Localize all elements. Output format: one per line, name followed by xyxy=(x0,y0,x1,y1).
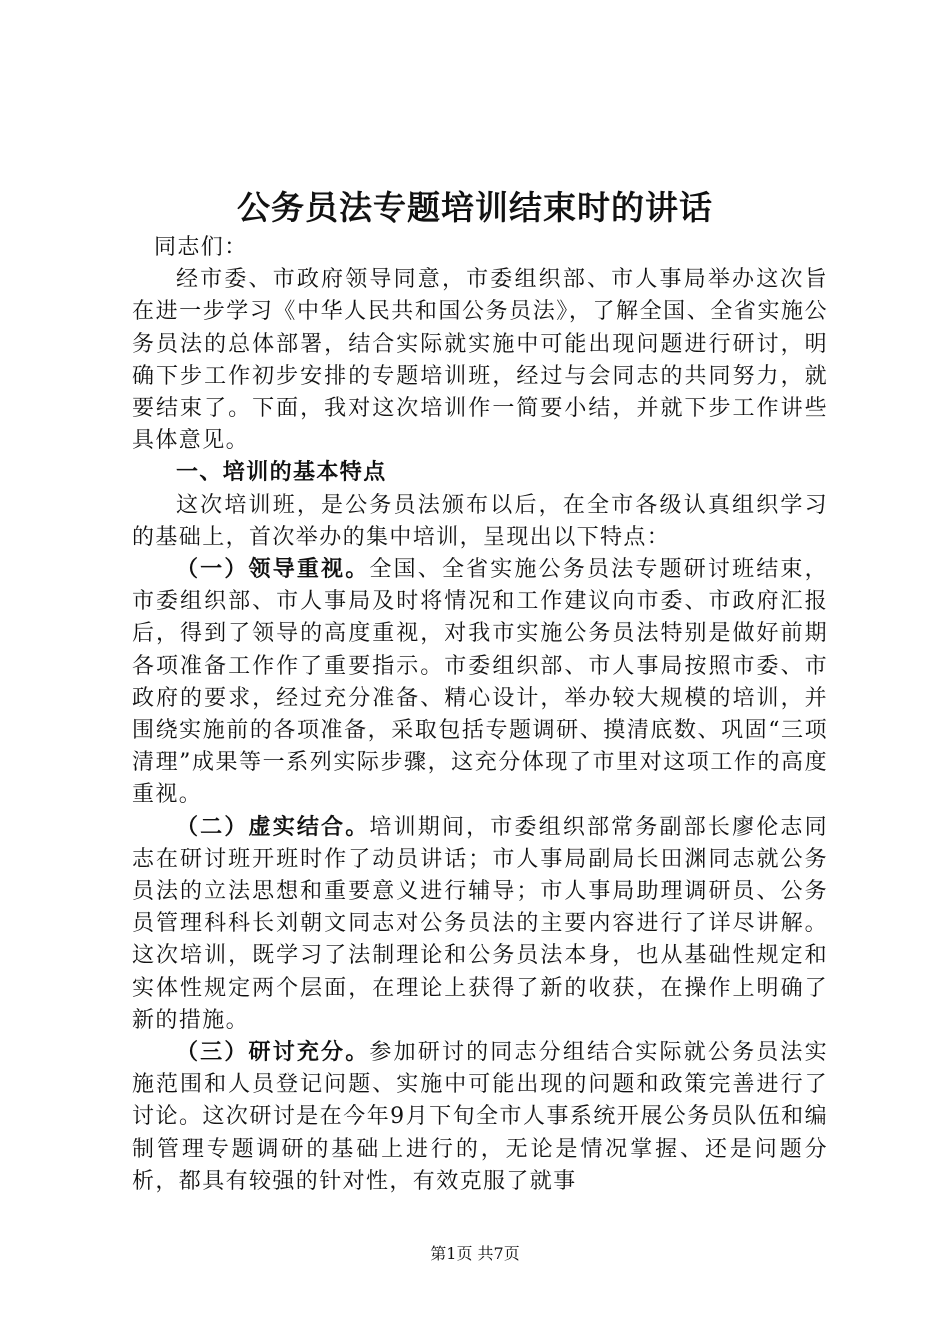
point-paragraph-1 xyxy=(132,554,828,812)
section-intro-paragraph: 这次培训班，是公务员法颁布以后，在全市各级认真组织学习的基础上，首次举办的集中培训，呈现出以下特点： xyxy=(132,492,828,550)
greeting: 同志们： xyxy=(154,235,248,260)
point-text-1: 全国、全省实施公务员法专题研讨班结束，市委组织部、市人事局及时将情况和工作建议向市委、市政府汇报后，得到了领导的高度重视，对我市实施公务员法特别是做好前期各项准备工作作了重要指示。市委组织部、市人事局按照市委、市政府的要求，经过充分准备、精心设计，举办较大规模的培训，并围绕实施前的各项准备，采取包括专题调研、摸清底数、巩固“三项清理”成果等一系列实际步骤，这充分体现了市里对这项工作的高度重视。 xyxy=(132,557,828,808)
point-paragraph-2 xyxy=(132,812,828,1037)
point-lead-3: （三）研讨充分。 xyxy=(176,1040,370,1066)
intro-paragraph: 经市委、市政府领导同意，市委组织部、市人事局举办这次旨在进一步学习《中华人民共和国公务员法》，了解全国、全省实施公务员法的总体部署，结合实际就实施中可能出现问题进行研讨，明确下步工作初步安排的专题培训班，经过与会同志的共同努力，就要结束了。下面，我对这次培训作一简要小结，并就下步工作讲些具体意见。 xyxy=(132,267,828,454)
page-number: 第1页 共7页 xyxy=(430,1244,520,1263)
point-text-2: 培训期间，市委组织部常务副部长廖伦志同志在研讨班开班时作了动员讲话；市人事局副局长田渊同志就公务员法的立法思想和重要意义进行辅导；市人事局助理调研员、公务员管理科科长刘朝文同志对公务员法的主要内容进行了详尽讲解。这次培训，既学习了法制理论和公务员法本身，也从基础性规定和实体性规定两个层面，在理论上获得了新的收获，在操作上明确了新的措施。 xyxy=(132,814,828,1033)
point-lead-1: （一）领导重视。 xyxy=(176,557,370,583)
point-paragraph-3 xyxy=(132,1037,828,1198)
point-text-3: 参加研讨的同志分组结合实际就公务员法实施范围和人员登记问题、实施中可能出现的问题和政策完善进行了讨论。这次研讨是在今年9月下旬全市人事系统开展公务员队伍和编制管理专题调研的基础上进行的，无论是情况掌握、还是问题分析，都具有较强的针对性，有效克服了就事 xyxy=(132,1040,828,1194)
point-lead-2: （二）虚实结合。 xyxy=(176,814,370,840)
section-heading: 一、培训的基本特点 xyxy=(176,460,387,486)
document-body xyxy=(132,232,828,1198)
document-title: 公务员法专题培训结束时的讲话 xyxy=(237,188,713,227)
